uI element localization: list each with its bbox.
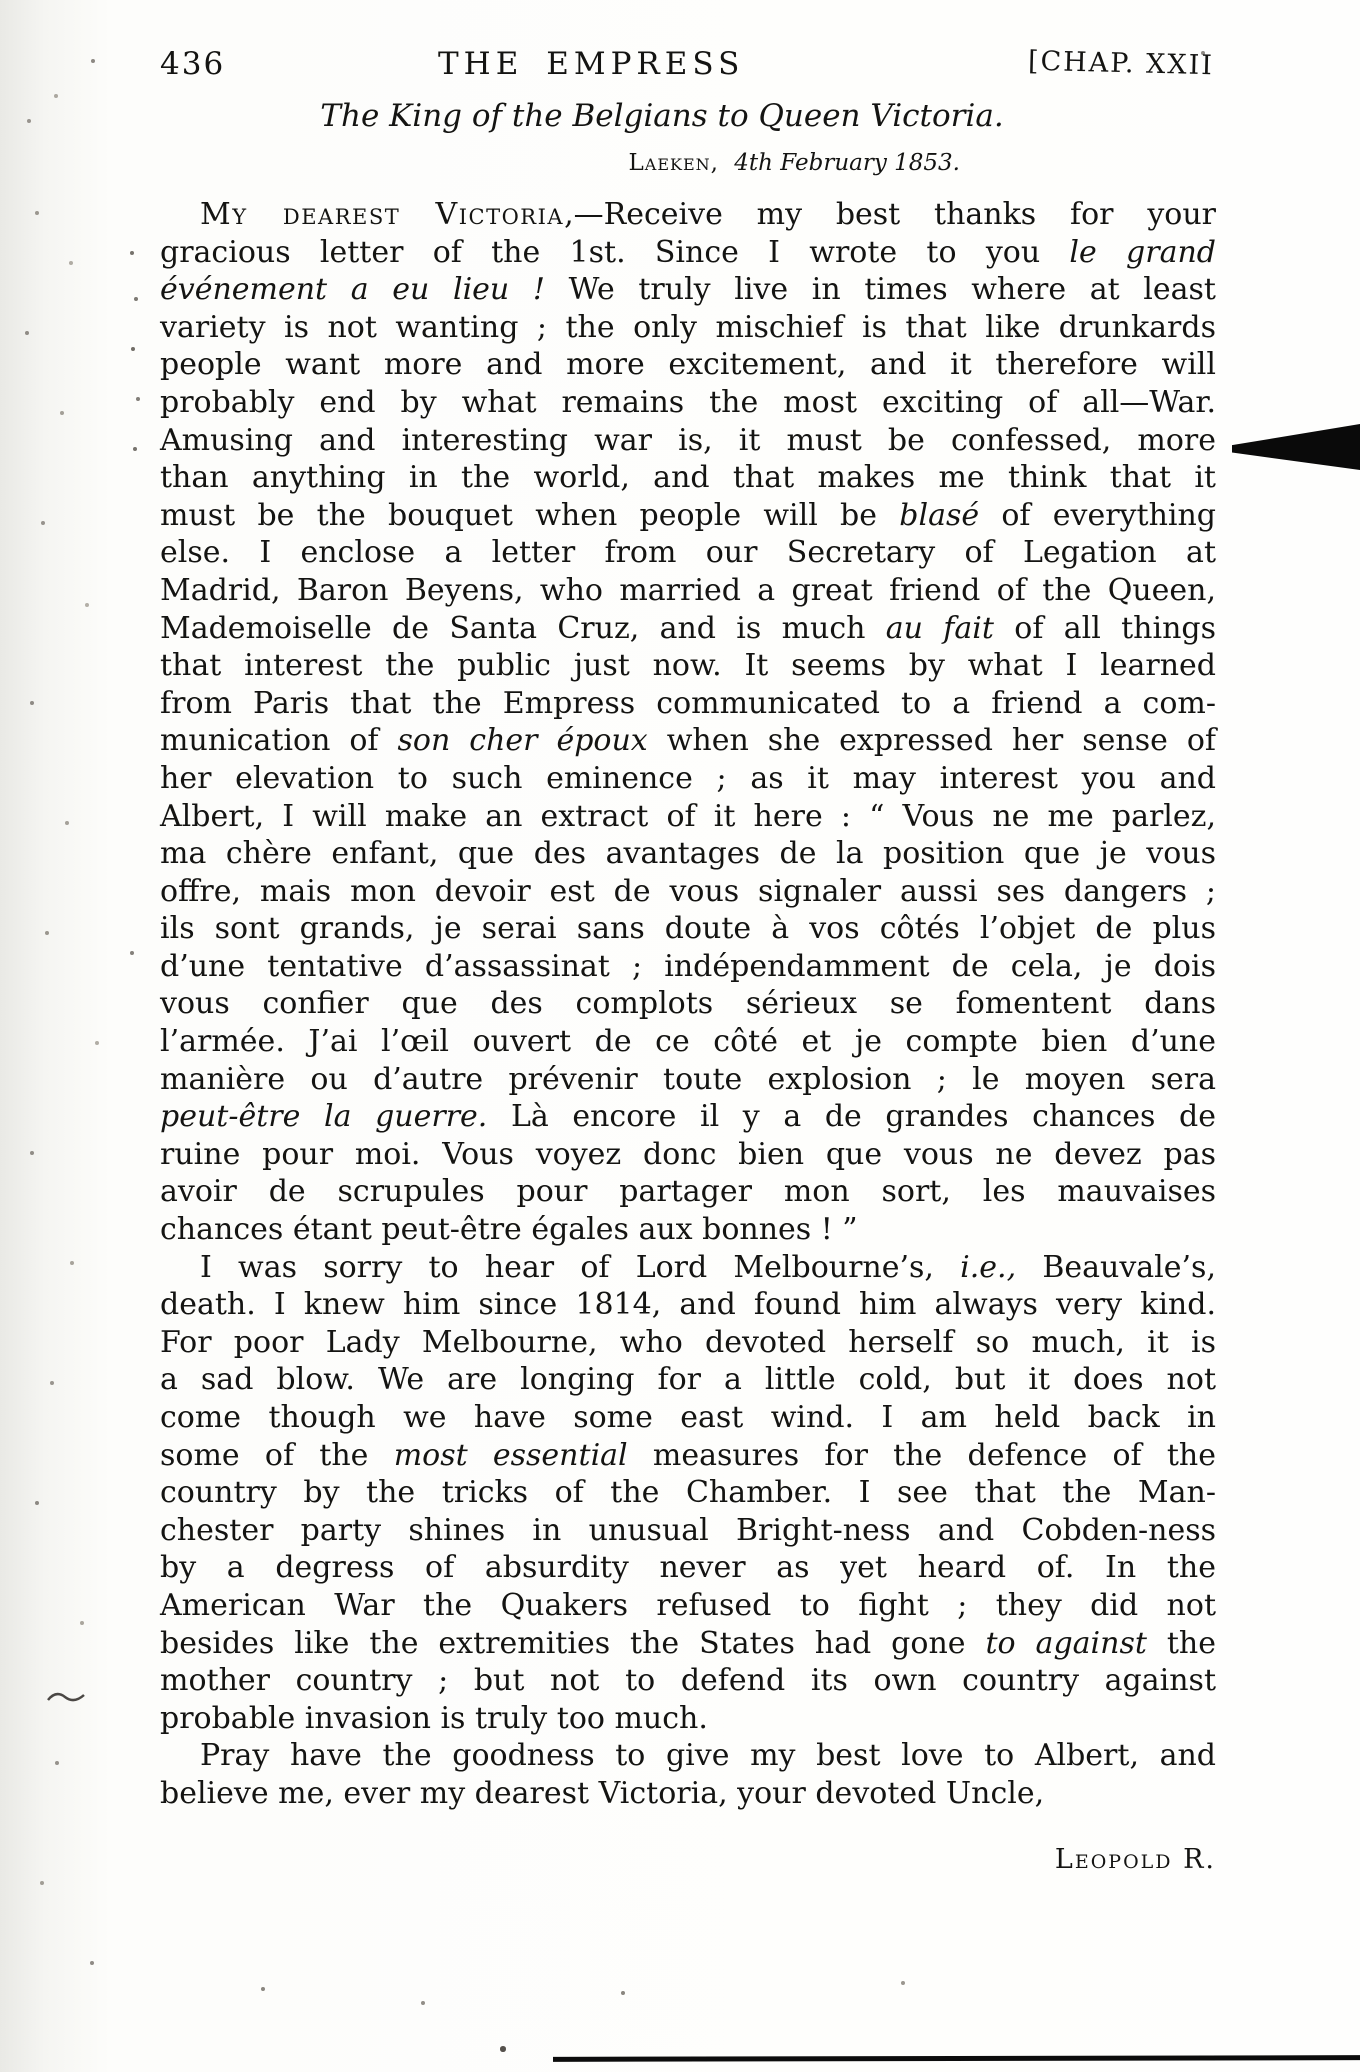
body-text: We truly live in times where at least <box>544 272 1216 308</box>
body-text: ils sont grands, je serai sans doute à vos côtés l’objet de plus <box>160 911 1216 947</box>
body-text: country by the tricks of the Chamber. I see that the Man- <box>160 1475 1216 1511</box>
letter-line <box>160 1437 1216 1475</box>
body-text: ruine pour moi. Vous voyez donc bien que vous ne devez pas <box>160 1136 1216 1172</box>
letter-line <box>160 948 1216 986</box>
letter-line <box>160 1324 1216 1362</box>
letter-line <box>160 422 1216 460</box>
letter-line <box>160 1286 1216 1324</box>
body-text: from Paris that the Empress communicated to a friend a com- <box>160 685 1216 721</box>
italic-text: le grand <box>1069 234 1216 270</box>
body-text: chester party shines in unusual Bright-ness and Cobden-ness <box>160 1512 1216 1548</box>
signature: Leopold R. <box>1054 1844 1216 1875</box>
letter-line <box>160 1023 1216 1061</box>
italic-text: peut-être la guerre. <box>160 1099 488 1135</box>
body-text: by a degress of absurdity never as yet heard of. In the <box>160 1550 1216 1586</box>
body-text: variety is not wanting ; the only mischief is that like drunkards <box>160 309 1216 345</box>
body-text: a sad blow. We are longing for a little cold, but it does not <box>160 1362 1216 1398</box>
letter-line <box>160 1173 1216 1211</box>
body-text: than anything in the world, and that makes me think that it <box>160 460 1216 496</box>
body-text: that interest the public just now. It seems by what I learned <box>160 648 1216 684</box>
letter-line <box>160 572 1216 610</box>
body-text: ,—Receive my best thanks for your <box>564 197 1216 232</box>
paragraph <box>160 1249 1216 1738</box>
page-number: 436 <box>160 46 226 82</box>
italic-text: au fait <box>885 610 994 646</box>
letter-line <box>160 1737 1216 1775</box>
body-text: Mademoiselle de Santa Cruz, and is much <box>160 610 886 646</box>
body-text: when she expressed her sense of <box>647 723 1217 759</box>
letter-line <box>160 685 1216 723</box>
body-text: chances étant peut-être égales aux bonnes ! ” <box>160 1212 858 1248</box>
body-text: offre, mais mon devoir est de vous signaler aussi ses dangers ; <box>160 873 1216 909</box>
body-text: come though we have some east wind. I am held back in <box>160 1400 1216 1435</box>
body-text: avoir de scrupules pour partager mon sort, les mauvaises <box>160 1174 1216 1210</box>
body-text: manière ou d’autre prévenir toute explosion ; le moyen sera <box>160 1061 1216 1097</box>
letter-line <box>160 497 1216 535</box>
body-text: the <box>1146 1625 1216 1661</box>
letter-line <box>160 534 1216 572</box>
body-text: people want more and more excitement, and it therefore will <box>160 347 1216 383</box>
body-text: Madrid, Baron Beyens, who married a great friend of the Queen, <box>160 572 1216 608</box>
letter-line <box>160 873 1216 911</box>
letter-line <box>160 1061 1216 1099</box>
italic-text: i.e., <box>960 1249 1017 1285</box>
letter-line <box>160 271 1216 309</box>
letter-line <box>160 760 1216 798</box>
body-text: Là encore il y a de grandes chances de <box>487 1099 1216 1135</box>
letter-line <box>160 1399 1216 1437</box>
running-title: THE EMPRESS <box>438 46 745 82</box>
letter-line <box>160 1136 1216 1174</box>
letter-line <box>160 722 1216 760</box>
letter-line <box>160 309 1216 347</box>
body-text: believe me, ever my dearest Victoria, your devoted Uncle, <box>160 1775 1045 1811</box>
body-text: of all things <box>993 610 1216 646</box>
pen-mark-artifact <box>46 1688 86 1706</box>
italic-text: to against <box>985 1625 1147 1661</box>
letter-line <box>160 1587 1216 1625</box>
body-text: For poor Lady Melbourne, who devoted herself so much, it is <box>160 1324 1216 1360</box>
letter-line <box>160 1662 1216 1700</box>
body-text: probable invasion is truly too much. <box>160 1700 708 1736</box>
letter-line <box>160 985 1216 1023</box>
body-text: else. I enclose a letter from our Secretary of Legation at <box>160 535 1216 571</box>
letter-line <box>160 798 1216 836</box>
dateline <box>160 150 1216 176</box>
letter-line <box>160 234 1216 272</box>
letter-line <box>160 835 1216 873</box>
body-text: Albert, I will make an extract of it here : “ Vous ne me parlez, <box>160 798 1216 834</box>
italic-text: blasé <box>899 497 980 533</box>
body-text: I was sorry to hear of Lord Melbourne’s, <box>200 1249 961 1285</box>
body-text: munication of <box>160 723 398 759</box>
body-text: probably end by what remains the most exciting of all—War. <box>160 384 1216 420</box>
body-text: of everything <box>979 497 1217 533</box>
italic-text: son cher époux <box>397 723 648 759</box>
letter-line <box>160 459 1216 497</box>
letter-line <box>160 384 1216 422</box>
chapter-label: [CHAP. XXII <box>1027 45 1215 82</box>
letter-line <box>160 1098 1216 1136</box>
small-caps-text: My dearest Victoria <box>200 197 565 232</box>
scan-noise-specks <box>0 0 2 2</box>
body-text: some of the <box>160 1437 394 1473</box>
letter-body <box>160 196 1216 1813</box>
dateline-place: Laeken, <box>628 150 719 176</box>
scan-edge-line-artifact <box>553 2055 1360 2062</box>
letter-line <box>160 647 1216 685</box>
letter-line <box>160 196 1216 234</box>
letter-line <box>160 1625 1216 1663</box>
letter-line <box>160 1775 1216 1813</box>
body-text: her elevation to such eminence ; as it may interest you and <box>160 760 1216 796</box>
body-text: gracious letter of the 1st. Since I wrote to you <box>160 234 1070 270</box>
body-text: measures for the defence of the <box>627 1437 1217 1473</box>
body-text: American War the Quakers refused to fight ; they did not <box>160 1587 1216 1623</box>
ink-blot-artifact <box>1232 424 1360 470</box>
italic-text: most essential <box>393 1437 628 1473</box>
italic-text: événement a eu lieu ! <box>160 272 545 308</box>
letter-line <box>160 1549 1216 1587</box>
body-text: Pray have the goodness to give my best love to Albert, and <box>200 1738 1216 1774</box>
body-text: mother country ; but not to defend its own country against <box>160 1663 1216 1699</box>
letter-line <box>160 1700 1216 1738</box>
paragraph <box>160 1737 1216 1812</box>
paragraph <box>160 196 1216 1249</box>
body-text: d’une tentative d’assassinat ; indépendamment de cela, je dois <box>160 948 1216 984</box>
letter-line <box>160 910 1216 948</box>
body-text: vous confier que des complots sérieux se fomentent dans <box>160 986 1216 1022</box>
dateline-date: 4th February 1853. <box>734 150 960 176</box>
page-header <box>0 46 1360 90</box>
letter-line <box>160 1249 1216 1287</box>
letter-heading: The King of the Belgians to Queen Victoria. <box>320 98 1004 134</box>
body-text: Amusing and interesting war is, it must be confessed, more <box>160 422 1216 458</box>
body-text: l’armée. J’ai l’œil ouvert de ce côté et je compte bien d’une <box>160 1024 1216 1060</box>
letter-line <box>160 1361 1216 1399</box>
body-text: besides like the extremities the States had gone <box>160 1625 986 1661</box>
letter-line <box>160 1512 1216 1550</box>
letter-line <box>160 1211 1216 1249</box>
letter-line <box>160 346 1216 384</box>
letter-line <box>160 1474 1216 1512</box>
body-text: ma chère enfant, que des avantages de la position que je vous <box>160 836 1216 872</box>
body-text: death. I knew him since 1814, and found him always very kind. <box>160 1287 1216 1323</box>
letter-line <box>160 610 1216 648</box>
body-text: Beauvale’s, <box>1016 1249 1216 1285</box>
body-text: must be the bouquet when people will be <box>160 497 900 533</box>
